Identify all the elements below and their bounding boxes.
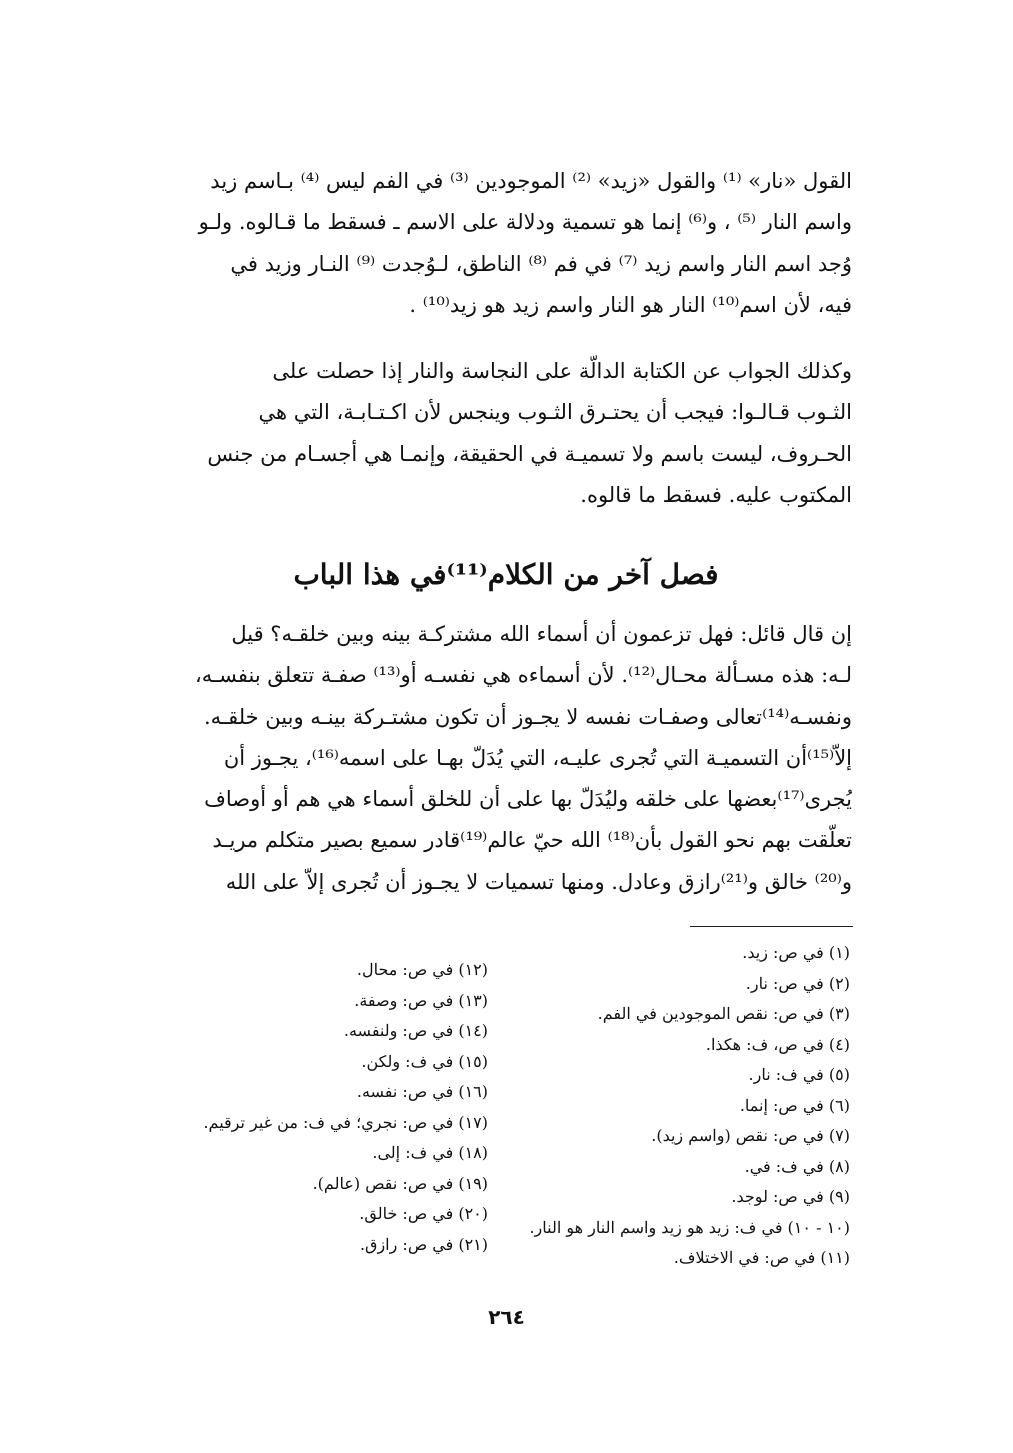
text-line: الحـروف، ليست باسم ولا تسميـة في الحقيقة، وإنمـا هي أجسـام من جنس <box>207 441 852 466</box>
text-line: وُجد اسم النار واسم زيد ⁽⁷⁾ في فم ⁽⁸⁾ الناطق، لـوُجدت ⁽⁹⁾ النـار وزيد في <box>230 251 852 276</box>
footnote-divider <box>690 926 853 927</box>
footnote: (١٩) في ص: نقص (عالم). <box>312 1173 488 1193</box>
text-line: ونفسـه⁽¹⁴⁾تعالى وصفـات نفسه لا يجـوز أن تكون مشتـركة بينـه وبين خلقـه. <box>203 704 852 729</box>
text-line: و⁽²⁰⁾ خالق و⁽²¹⁾رازق وعادل. ومنها تسميات لا يجـوز أن تُجرى إلاّ على الله <box>225 869 852 894</box>
footnotes-left-column <box>128 955 488 1260</box>
text-line: إلاّ⁽¹⁵⁾أن التسميـة التي تُجرى عليـه، التي يُدَلّ بهـا على اسمه⁽¹⁶⁾، يجـوز أن <box>223 745 852 770</box>
text-line: واسم النار ⁽⁵⁾ ، و⁽⁶⁾ إنما هو تسمية ودلالة على الاسم ـ فسقط ما قـالوه. ولـو <box>198 210 852 235</box>
footnote: (٥) في ف: نار. <box>748 1065 850 1084</box>
footnote: (٢) في ص: نار. <box>745 973 850 993</box>
footnote: (١٠ - ١٠) في ف: زيد هو زيد واسم النار هو النار. <box>529 1217 850 1237</box>
paragraph-1 <box>160 161 852 326</box>
text-line: لـه: هذه مسـألة محـال⁽¹²⁾. لأن أسماءه هي نفسـه أو⁽¹³⁾ صفـة تتعلق بنفسـه، <box>194 663 852 688</box>
text-line: فيه، لأن اسم⁽¹⁰⁾ النار هو النار واسم زيد هو زيد⁽¹⁰⁾ . <box>409 292 852 317</box>
footnote: (٤) في ص، ف: هكذا. <box>705 1034 850 1054</box>
footnote: (٦) في ص: إنما. <box>739 1095 850 1115</box>
footnote: (١) في ص: زيد. <box>742 943 850 962</box>
footnote: (١٣) في ص: وصفة. <box>354 990 488 1010</box>
footnote: (٩) في ص: لوجد. <box>731 1187 850 1206</box>
text-line: القول «نار» ⁽¹⁾ والقول «زيد» ⁽²⁾ الموجودين ⁽³⁾ في الفم ليس ⁽⁴⁾ بـاسم زيد <box>210 169 852 193</box>
text-line: المكتوب عليه. فسقط ما قالوه. <box>580 482 852 507</box>
text-line: وكذلك الجواب عن الكتابة الدالّة على النجاسة والنار إذا حصلت على <box>272 359 852 383</box>
footnote: (٢١) في ص: رازق. <box>359 1234 488 1254</box>
footnote: (١٢) في ص: محال. <box>356 960 488 979</box>
footnote: (٣) في ص: نقص الموجودين في الفم. <box>597 1004 850 1023</box>
footnote: (٧) في ص: نقص (واسم زيد). <box>651 1126 850 1145</box>
footnote: (١٨) في ف: إلى. <box>372 1143 488 1162</box>
paragraph-3 <box>160 614 852 903</box>
page-number: ٢٦٤ <box>488 1305 525 1329</box>
paragraph-2 <box>160 351 852 516</box>
text-line: الثـوب قـالـوا: فيجب أن يحتـرق الثـوب وينجس لأن اكـتـابـة، التي هي <box>258 400 852 425</box>
footnote: (١٤) في ص: ولنفسه. <box>343 1021 488 1040</box>
footnote: (٢٠) في ص: خالق. <box>359 1204 488 1223</box>
footnote: (١٧) في ص: نجري؛ في ف: من غير ترقيم. <box>203 1112 488 1132</box>
footnotes-right-column <box>510 938 850 1274</box>
text-line: يُجرى⁽¹⁷⁾بعضها على خلقه وليُدَلّ بها على أن للخلق أسماء هي هم أو أوصاف <box>204 787 852 812</box>
text-line: إن قال قائل: فهل تزعمون أن أسماء الله مشتركـة بينه وبين خلقـه؟ قيل <box>231 622 852 646</box>
footnote: (١٦) في ص: نفسه. <box>356 1082 488 1101</box>
footnote: (٨) في ف: في. <box>744 1156 850 1176</box>
footnote: (١١) في ص: في الاختلاف. <box>673 1248 850 1267</box>
footnote: (١٥) في ف: ولكن. <box>361 1051 488 1071</box>
text-line: تعلّقت بهم نحو القول بأن⁽¹⁸⁾ الله حيّ عالم⁽¹⁹⁾قادر سميع بصير متكلم مريـد <box>212 828 852 853</box>
section-heading: فصل آخر من الكلام⁽¹¹⁾في هذا الباب <box>293 558 719 591</box>
